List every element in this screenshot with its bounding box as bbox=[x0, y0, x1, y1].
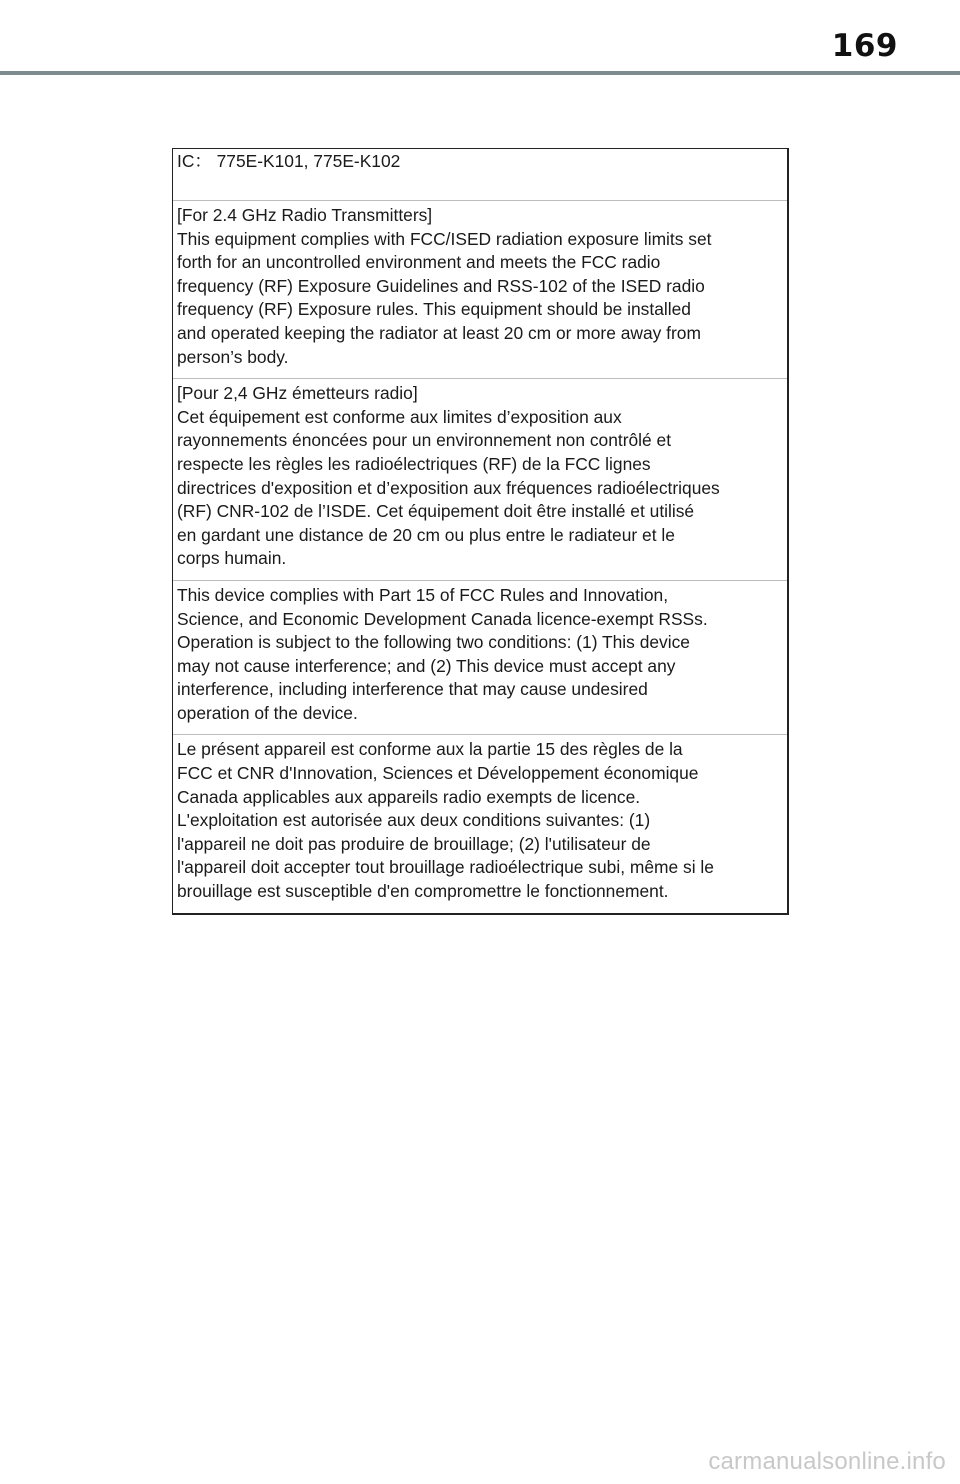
notice-part15-en bbox=[173, 580, 787, 735]
notice-line: frequency (RF) Exposure Guidelines and RSS-102 of the ISED radio bbox=[177, 275, 705, 296]
notice-heading: [For 2.4 GHz Radio Transmitters] bbox=[177, 205, 433, 225]
notice-line: brouillage est susceptible d'en compromettre le fonctionnement. bbox=[177, 881, 669, 902]
notice-line: interference, including interference that may cause undesired bbox=[177, 679, 648, 700]
notice-line: Le présent appareil est conforme aux la partie 15 des règles de la bbox=[177, 739, 683, 760]
notice-line: This equipment complies with FCC/ISED radiation exposure limits set bbox=[177, 228, 712, 249]
notice-line: Canada applicables aux appareils radio exempts de licence. bbox=[177, 786, 641, 807]
notice-ic-id bbox=[173, 149, 787, 200]
notice-line: and operated keeping the radiator at least 20 cm or more away from bbox=[177, 322, 701, 343]
notice-line: l'appareil ne doit pas produire de brouillage; (2) l'utilisateur de bbox=[177, 833, 651, 854]
notice-line: directrices d'exposition et d’exposition aux fréquences radioélectriques bbox=[177, 477, 720, 498]
notice-line: (RF) CNR-102 de l’ISDE. Cet équipement doit être installé et utilisé bbox=[177, 501, 695, 522]
notice-line: l'appareil doit accepter tout brouillage radioélectrique subi, même si le bbox=[177, 857, 714, 878]
notice-line: en gardant une distance de 20 cm ou plus entre le radiateur et le bbox=[177, 524, 675, 545]
notice-line: Cet équipement est conforme aux limites d’exposition aux bbox=[177, 406, 622, 427]
notice-rf-exposure-en bbox=[173, 200, 787, 378]
notice-line: respecte les règles les radioélectriques (RF) de la FCC lignes bbox=[177, 453, 651, 474]
notice-line: L'exploitation est autorisée aux deux conditions suivantes: (1) bbox=[177, 810, 651, 831]
notice-table bbox=[172, 148, 789, 915]
notice-line: forth for an uncontrolled environment and meets the FCC radio bbox=[177, 252, 661, 273]
notice-part15-fr bbox=[173, 734, 787, 912]
notice-line: FCC et CNR d'Innovation, Sciences et Développement économique bbox=[177, 763, 699, 784]
notice-line: operation of the device. bbox=[177, 702, 358, 723]
notice-line: person’s body. bbox=[177, 346, 289, 367]
notice-line: IC： 775E-K101, 775E-K102 bbox=[177, 151, 401, 171]
notice-line: corps humain. bbox=[177, 548, 287, 569]
notice-rf-exposure-fr bbox=[173, 378, 787, 580]
page-number: 169 bbox=[831, 28, 898, 64]
notice-line: Operation is subject to the following two conditions: (1) This device bbox=[177, 632, 690, 653]
notice-line: may not cause interference; and (2) This device must accept any bbox=[177, 655, 676, 676]
notice-line: frequency (RF) Exposure rules. This equipment should be installed bbox=[177, 299, 691, 320]
notice-line: This device complies with Part 15 of FCC Rules and Innovation, bbox=[177, 584, 669, 605]
header-rule bbox=[0, 71, 960, 75]
watermark-text: carmanualsonline.info bbox=[708, 1448, 946, 1475]
notice-line: rayonnements énoncées pour un environnement non contrôlé et bbox=[177, 430, 672, 451]
notice-line: Science, and Economic Development Canada licence-exempt RSSs. bbox=[177, 608, 708, 629]
notice-heading: [Pour 2,4 GHz émetteurs radio] bbox=[177, 383, 418, 404]
